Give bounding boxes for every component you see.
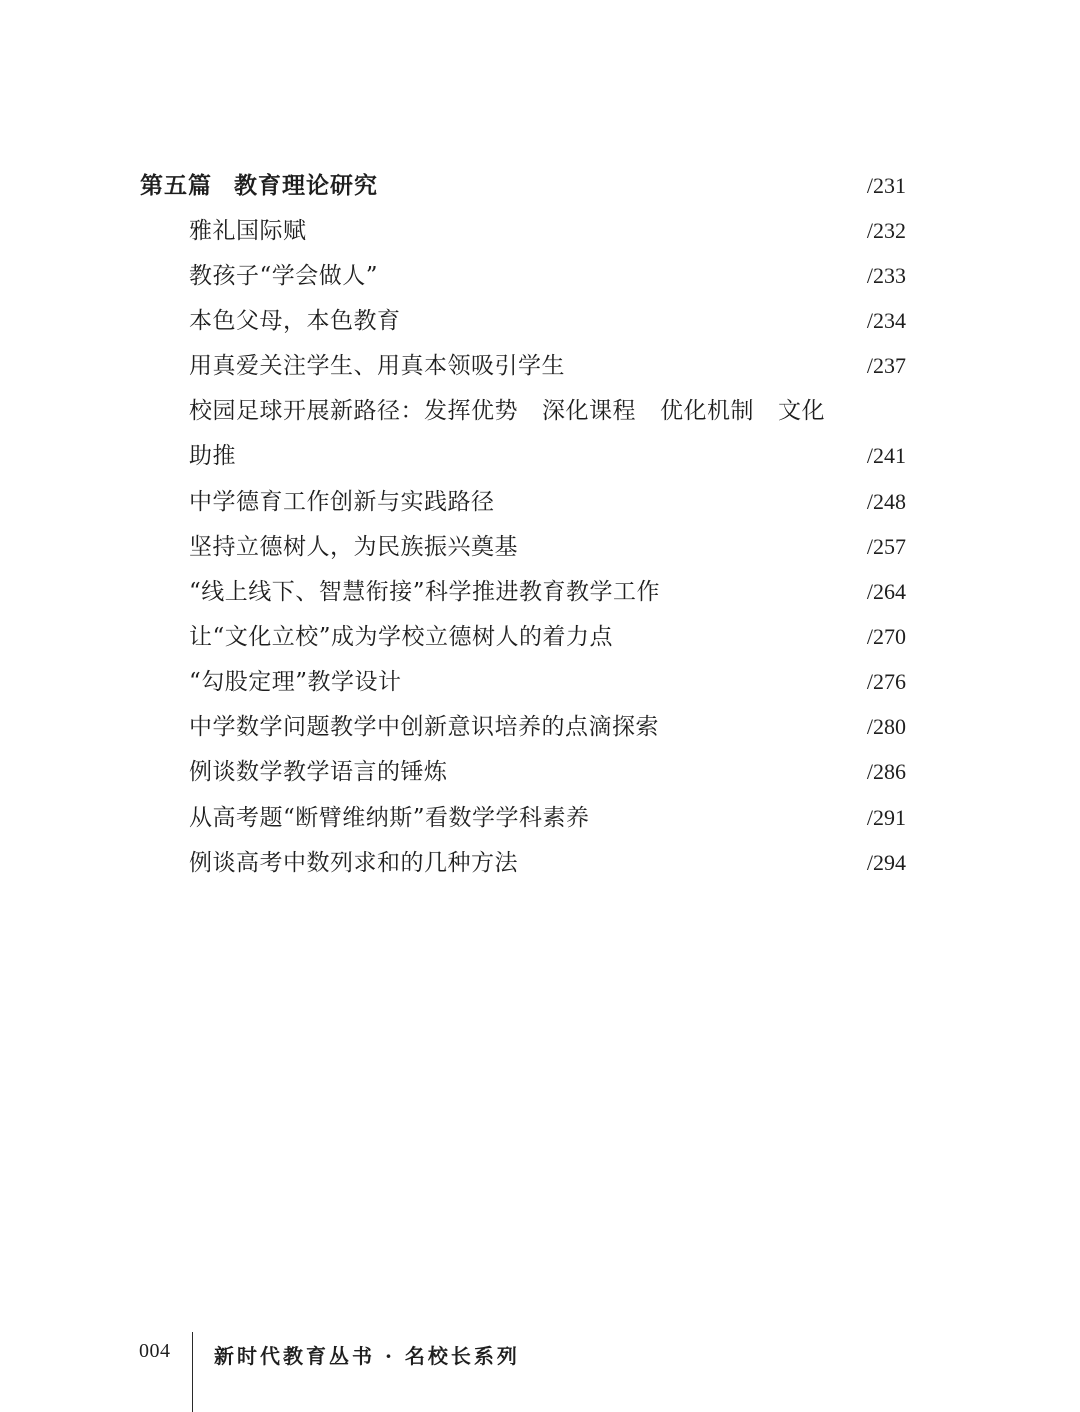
toc-entry-page: /286 [866,759,906,784]
toc-entry[interactable] [0,482,1080,522]
toc-entry-title: 例谈高考中数列求和的几种方法 [189,850,518,876]
page-footer [0,1332,1080,1412]
toc-entry[interactable] [0,798,1080,838]
section-page-number: /231 [866,173,906,198]
toc-entry-title: 中学德育工作创新与实践路径 [189,489,495,515]
toc-entry[interactable] [0,346,1080,386]
section-number: 第五篇 [140,172,212,199]
toc-entry-title: 坚持立德树人，为民族振兴奠基 [189,534,518,560]
footer-page-number: 004 [139,1340,171,1362]
toc-entry-page: /270 [866,624,906,649]
toc-entry-title: 让“文化立校”成为学校立德树人的着力点 [189,624,614,650]
toc-entry-page: /264 [866,579,906,604]
toc-entry-title: “勾股定理”教学设计 [189,669,402,695]
toc-entry-title: 本色父母，本色教育 [189,308,401,334]
section-heading [140,166,378,206]
toc-entry-page: /280 [866,714,906,739]
toc-entry[interactable] [0,707,1080,747]
toc-entry[interactable] [0,211,1080,251]
toc-entry-page: /241 [866,443,906,468]
toc-entry-line-2[interactable] [0,436,1080,476]
toc-entry-page: /291 [866,805,906,830]
toc-entry-title: 从高考题“断臂维纳斯”看数学学科素养 [189,805,590,831]
toc-entry-title-part: 文化 [778,398,825,424]
toc-entry-page: /294 [866,850,906,875]
toc-entry-title-part: 深化课程 [542,398,636,424]
footer-divider [192,1332,193,1412]
toc-entry-title: 雅礼国际赋 [189,218,307,244]
toc-entry[interactable] [0,752,1080,792]
toc-entry-title: 教孩子“学会做人” [189,263,379,289]
toc-entry-line-1[interactable] [0,391,1080,431]
toc-entry-title [189,391,825,431]
toc-entry[interactable] [0,256,1080,296]
toc-entry-title-part: 优化机制 [660,398,754,424]
toc-entry[interactable] [0,843,1080,883]
toc-entry-title-part: 校园足球开展新路径：发挥优势 [189,398,518,424]
toc-entry-title: “线上线下、智慧衔接”科学推进教育教学工作 [189,579,661,605]
toc-entry-title: 中学数学问题教学中创新意识培养的点滴探索 [189,714,659,740]
toc-entry[interactable] [0,617,1080,657]
toc-entry-page: /234 [866,308,906,333]
toc-entry[interactable] [0,572,1080,612]
toc-entry-page: /237 [866,353,906,378]
section-title: 教育理论研究 [234,172,378,199]
toc-entry-title: 用真爱关注学生、用真本领吸引学生 [189,353,565,379]
toc-section-heading[interactable] [0,166,1080,206]
toc-entry-page: /248 [866,489,906,514]
toc-entry[interactable] [0,527,1080,567]
toc-entry[interactable] [0,301,1080,341]
toc-entry-page: /232 [866,218,906,243]
toc-entry-page: /257 [866,534,906,559]
toc-entry-title: 例谈数学教学语言的锤炼 [189,759,448,785]
toc-entry-title-continuation: 助推 [189,443,236,469]
toc-entry-page: /276 [866,669,906,694]
toc-entry-page: /233 [866,263,906,288]
footer-series-title: 新时代教育丛书 · 名校长系列 [214,1344,520,1368]
toc-entry[interactable] [0,662,1080,702]
